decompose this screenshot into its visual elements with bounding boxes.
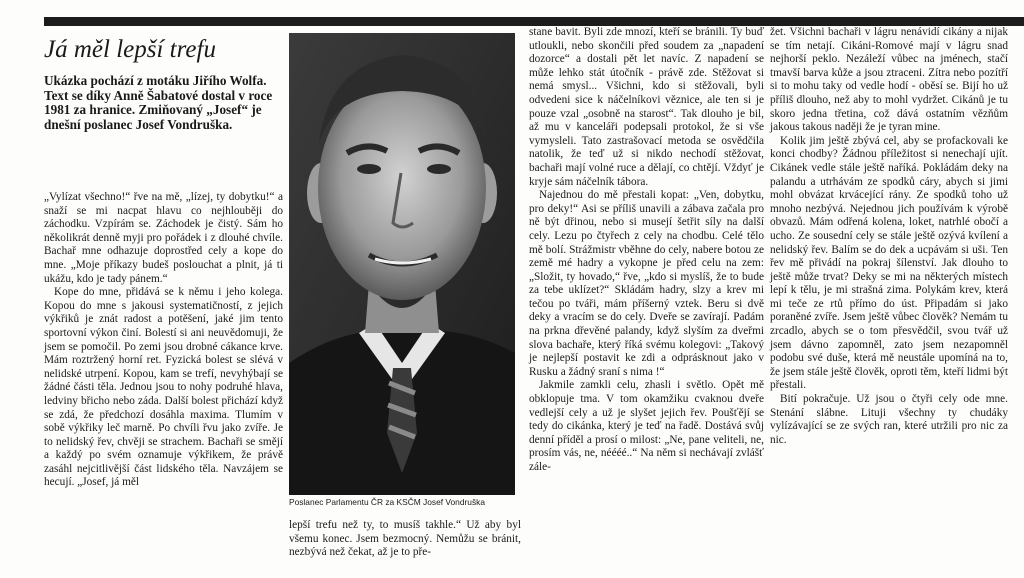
portrait-photo bbox=[289, 33, 515, 495]
col4-paragraph: žet. Všichni bachaři v lágru nenávidí cikány a nijak se tím netají. Cikáni-Romové mají v lágru snad nejhorší peklo. Nezáleží vůbec na jménech, stačí tmavší barva kůže a jsou ztraceni. Zítra nebo pozítří si to mohu taky od vedle hodí - oběsí se. Bijí ho už příliš dlouho, než aby to mohl vydržet. Cikánů je tu skoro jedna třetina, což dává ostatním vězňům jakous takous naději že je tyran mine. bbox=[770, 26, 1008, 134]
col1-paragraph: Kope do mne, přidává se k němu i jeho kolega. Kopou do mne s jakousi systematičností, z jejich výkřiků je znát radost a potěšení, jaké jim tento sportovní výkon činí. Bolestí si ani neuvědomuji, že jsem se pomočil. Po zemi jsou drobné cákance krve. Mám roztržený horní ret. Fyzická bolest se slévá v nelidské utrpení. Kopou, kam se trefí, nevyhýbají se žádné části těla. Jednou jsou to nohy podruhé hlava, ledviny břicho nebo záda. Další bolest přichází když se zdá, že předchozí dosáhla maxima. Tlumím v sobě výkřiky leč marně. Po chvíli řvu jako zvíře. Je to nelidský řev, chvěji se strachem. Bachaři se smějí a každý po svém oznamuje výkřikem, že právě zasáhl nejcitlivější část lidského těla. Navzájem se hecují. „Josef, já měl bbox=[44, 286, 283, 489]
col3-paragraph: stane bavit. Byli zde mnozí, kteří se bránili. Ty buď utloukli, nebo skončili před soudem za „napadení dozorce“ a dostali pět let navíc. Z napadení se může lehko stát útočník - právě zde. Stěžovat si nemá smysl... Všichni, kdo si stěžovali, byli odvedeni sice k náčelníkovi věznice, ale ten si je pouze vzal „osobně na starost“. Tak dlouho je bil, až mu v kanceláři podepsali protokol, že si vše vymysleli. Tato zastrašovací metoda se osvědčila natolik, že teď už si nikdo nechodí stěžovat, bachaři mají volné ruce a dělají, co chtějí. Vždyť je kryje sám náčelník tábora. bbox=[529, 26, 764, 188]
text-column-1 bbox=[44, 191, 283, 490]
article-lead: Ukázka pochází z motáku Jiřího Wolfa. Text se díky Anně Šabatové dostal v roce 1981 za hranice. Zmiňovaný „Josef“ je dnešní poslanec Josef Vondruška. bbox=[44, 73, 273, 132]
text-column-2 bbox=[289, 519, 521, 560]
text-column-4 bbox=[770, 26, 1008, 447]
col2-paragraph: lepší trefu než ty, to musíš takhle.“ Už aby byl všemu konec. Jsem bezmocný. Nemůžu se bránit, nezbývá než čekat, až je to pře- bbox=[289, 519, 521, 559]
col4-paragraph: Bití pokračuje. Už jsou o čtyři cely ode mne. Stenání slábne. Lituji všechny ty chudáky vylízávající se ze svých ran, které utržili pro nic za nic. bbox=[770, 393, 1008, 446]
col1-paragraph: „Vylízat všechno!“ řve na mě, „lízej, ty dobytku!“ a snaží se mi nacpat hlavu co nejhlouběji do záchodku. Vzpírám se. Záchodek je čistý. Sám ho několikrát denně myji pro pořádek i z dlouhé chvíle. Bachař mne odhazuje doprostřed cely a kope do mne. „Moje příkazy budeš poslouchat a plnit, já ti ukážu, kdo je tady pánem.“ bbox=[44, 191, 283, 285]
top-rule bbox=[44, 17, 1024, 26]
text-column-3 bbox=[529, 26, 764, 475]
photo-caption: Poslanec Parlamentu ČR za KSČM Josef Vondruška bbox=[289, 497, 485, 507]
col3-paragraph: Najednou do mě přestali kopat: „Ven, dobytku, pro deky!“ Asi se příliš unavili a zábava začala pro ně být dřinou, nebo si musejí šetřit síly na další cely. Lezu po čtyřech z cely na chodbu. Celé tělo mě bolí. Strážmistr vběhne do cely, nabere botou ze země mé hadry a vykopne je před celu na zem: „Složit, ty hovado,“ řve, „kdo si myslíš, že to bude za tebe uklízet?“ Skládám hadry, slzy a krev mi tečou po tváři, mám příšerný vztek. Beru si dvě deky a vracím se do cely. Dveře se zavírají. Padám na prkna dřevěné palandy, když slyším za dveřmi slova bachaře, který říká svému kolegovi: „Takový je nejlepší postavit ke zdi a odprásknout jako v Rusku a žádný sraní s nima !“ bbox=[529, 189, 764, 378]
article-title: Já měl lepší trefu bbox=[44, 36, 216, 63]
col4-paragraph: Kolik jim ještě zbývá cel, aby se profackovali ke konci chodby? Žádnou příležitost si nenechají ujít. Cikánek vedle stále ještě naříká. Pokládám deky na palandu a utrhávám ze spodků cáry, abych si jimi mohl obvázat krvácející rány. Ze spodků toho už mnoho nezbývá. Nejednou jich používám k výrobě obvazů. Mám odřená kolena, loket, natrhlé obočí a ucho. Ze sousední cely se stále ještě ozývá kvílení a nelidský řev. Balím se do dek a ucpávám si uši. Ten řev mě přivádí na pokraj šílenství. Jak dlouho to ještě může trvat? Deky se mi na některých místech lepí k tělu, je mi strašná zima. Polykám krev, která mi teče ze rtů přímo do úst. Připadám si jako poraněné zvíře. Jsem ještě vůbec člověk? Nemám tu zrcadlo, abych se o tom přesvědčil, svou tvář už jsem dávno zapomněl, zato jsem nezapomněl podobu své duše, která mě neustále upomíná na to, že jsem stále ještě člověk, oproti těm, kteří lidmi být přestali. bbox=[770, 134, 1008, 392]
col3-paragraph: Jakmile zamkli celu, zhasli i světlo. Opět mě obklopuje tma. V tom okamžiku cvaknou dveře vedlejší cely a už je slyšet jejich řev. Poušťějí se tedy do cikánka, který je teď na řadě. Dostává svůj denní příděl a prosí o milost: „Ne, pane veliteli, ne, prosím vás, ne, néééé..“ Na něm si nechávají zvlášť zále- bbox=[529, 379, 764, 473]
